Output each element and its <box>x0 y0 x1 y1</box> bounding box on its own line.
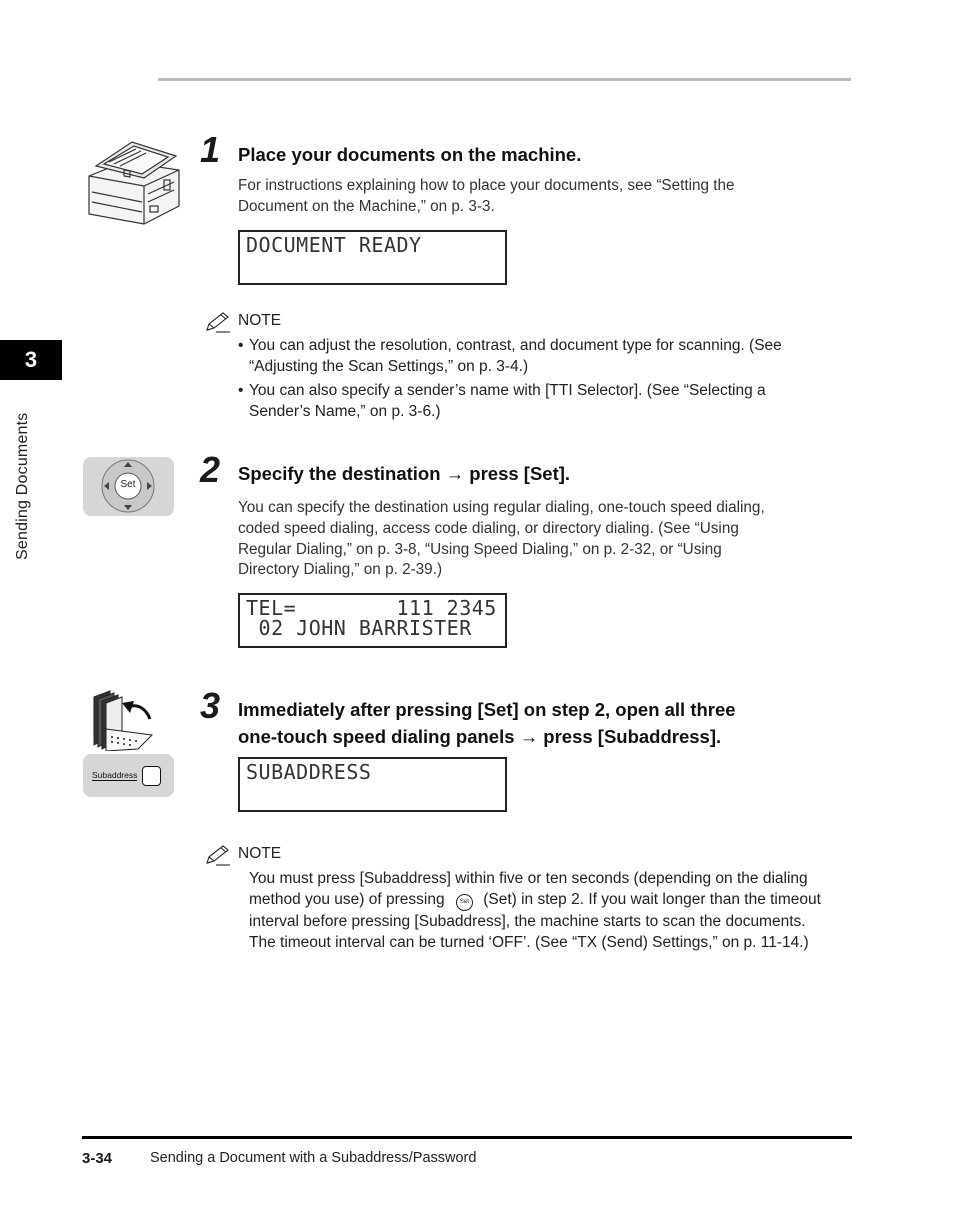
note-line-with-icon <box>249 889 854 911</box>
footer-section-title: Sending a Document with a Subaddress/Password <box>150 1150 477 1166</box>
body-line: You can specify the destination using regular dialing, one-touch speed dialing, <box>238 499 765 516</box>
note-label-1: NOTE <box>238 312 282 329</box>
pencil-note-icon <box>204 844 232 866</box>
note-label-2: NOTE <box>238 845 282 862</box>
step-title-3 <box>238 696 848 750</box>
step-title-2: Specify the destination → press [Set]. <box>238 463 571 484</box>
pencil-note-icon <box>204 311 232 333</box>
lcd-display-2 <box>238 593 507 648</box>
set-key-panel <box>83 457 174 516</box>
body-line: Document on the Machine,” on p. 3-3. <box>238 197 495 215</box>
chapter-side-label: Sending Documents <box>14 412 31 560</box>
lcd-line: DOCUMENT READY <box>246 233 422 257</box>
header-rule <box>158 78 851 81</box>
note-text: method you use) of pressing <box>249 891 445 908</box>
note-line: You can adjust the resolution, contrast, and document type for scanning. (See <box>249 337 782 354</box>
title-line: one-touch speed dialing panels → press [Subaddress]. <box>238 726 722 747</box>
title-line: Immediately after pressing [Set] on step 2, open all three <box>238 699 736 720</box>
note-paragraph <box>249 868 854 953</box>
note-line: You must press [Subaddress] within five or ten seconds (depending on the dialing <box>249 870 808 887</box>
set-key-inline-icon: Set <box>456 894 473 911</box>
set-key-label: Set <box>120 479 136 490</box>
note-text: (Set) in step 2. If you wait longer than the timeout <box>483 891 821 908</box>
one-touch-panel-open-icon <box>92 689 162 751</box>
page-number: 3-34 <box>82 1150 113 1167</box>
lcd-display-1 <box>238 230 507 285</box>
bullet-icon: • <box>238 382 244 399</box>
body-line: Directory Dialing,” on p. 2-39.) <box>238 561 443 579</box>
footer-rule <box>82 1136 852 1139</box>
note-line: You can also specify a sender’s name with [TTI Selector]. (See “Selecting a <box>249 382 766 399</box>
lcd-line: 02 JOHN BARRISTER <box>246 616 472 640</box>
step-number-1: 1 <box>200 129 221 170</box>
step-body-1 <box>238 176 848 218</box>
step-number-2: 2 <box>200 449 221 490</box>
subaddress-key-panel <box>83 754 174 797</box>
lcd-line: TEL= 111 2345 <box>246 596 497 620</box>
body-line: For instructions explaining how to place your documents, see “Setting the <box>238 177 735 194</box>
note-line: The timeout interval can be turned ‘OFF’. (See “TX (Send) Settings,” on p. 11-14.) <box>249 934 809 951</box>
step-body-2 <box>238 498 848 581</box>
chapter-tab: 3 <box>0 340 62 380</box>
subaddress-key-button-icon <box>142 766 161 786</box>
note-line: Sender’s Name,” on p. 3-6.) <box>249 403 441 420</box>
fax-machine-icon <box>84 136 184 232</box>
body-line: coded speed dialing, access code dialing, or directory dialing. (See “Using <box>238 519 739 537</box>
lcd-display-3 <box>238 757 507 812</box>
step-title-1: Place your documents on the machine. <box>238 144 582 165</box>
bullet-icon: • <box>238 337 244 354</box>
note-item <box>238 335 838 377</box>
note-item <box>238 380 838 422</box>
step-number-3: 3 <box>200 685 221 726</box>
note-line: interval before pressing [Subaddress], the machine starts to scan the documents. <box>249 913 806 930</box>
note-line: “Adjusting the Scan Settings,” on p. 3-4.) <box>249 358 529 375</box>
body-line: Regular Dialing,” on p. 3-8, “Using Speed Dialing,” on p. 2-32, or “Using <box>238 540 722 558</box>
lcd-line: SUBADDRESS <box>246 760 372 784</box>
subaddress-key-label: Subaddress <box>92 770 138 780</box>
